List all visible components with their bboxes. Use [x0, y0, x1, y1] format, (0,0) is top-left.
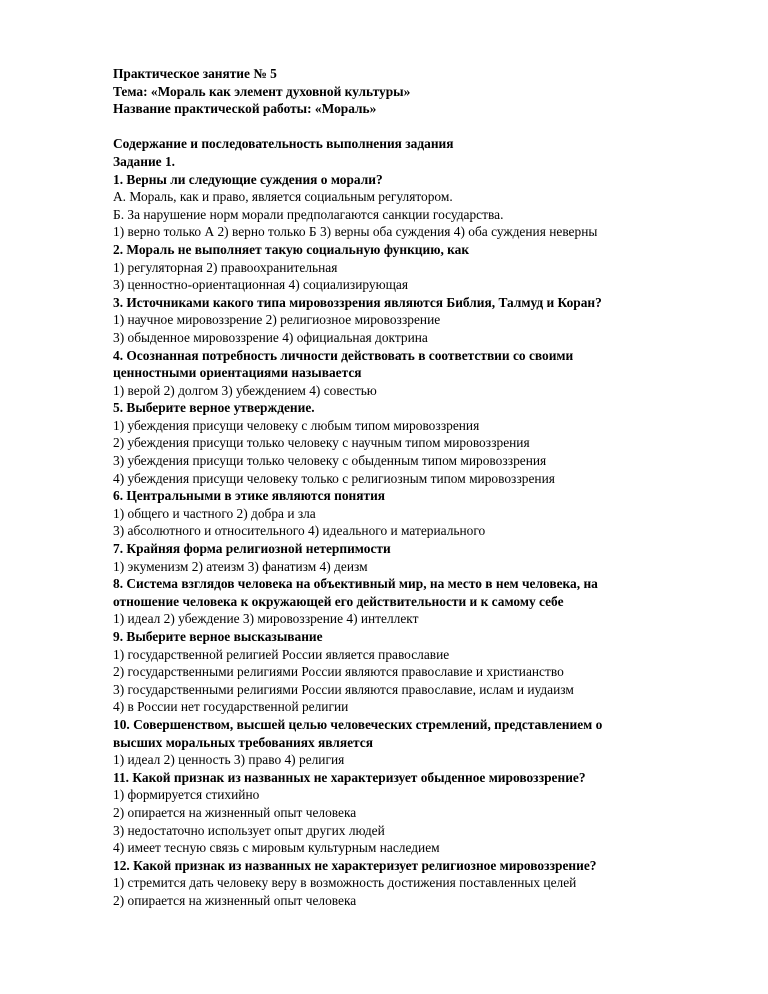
- answer-text: 3) абсолютного и относительного 4) идеального и материального: [113, 523, 486, 539]
- document-body: [113, 65, 713, 910]
- question-text: отношение человека к окружающей его действительности и к самому себе: [113, 593, 564, 609]
- question-list: [113, 171, 713, 910]
- answer-text: Б. За нарушение норм морали предполагаются санкции государства.: [113, 206, 504, 222]
- answer-text: 1) формируется стихийно: [113, 787, 260, 803]
- spacer: [113, 118, 713, 136]
- answer-text: 3) ценностно-ориентационная 4) социализирующая: [113, 277, 408, 293]
- answer-text: 1) общего и частного 2) добра и зла: [113, 505, 316, 521]
- answer-text: 2) опирается на жизненный опыт человека: [113, 892, 357, 908]
- answer-text: 2) государственными религиями России являются православие и христианство: [113, 664, 564, 680]
- answer-text: 3) убеждения присущи только человеку с обыденным типом мировоззрения: [113, 453, 547, 469]
- answer-text: 3) обыденное мировоззрение 4) официальная доктрина: [113, 329, 428, 345]
- answer-text: 1) верно только А 2) верно только Б 3) верны оба суждения 4) оба суждения неверны: [113, 224, 598, 240]
- answer-text: 1) экуменизм 2) атеизм 3) фанатизм 4) деизм: [113, 558, 368, 574]
- answer-text: 1) стремится дать человеку веру в возможность достижения поставленных целей: [113, 875, 577, 891]
- question-text: 4. Осознанная потребность личности действовать в соответствии со своими: [113, 347, 574, 363]
- question-text: высших моральных требованиях является: [113, 734, 373, 750]
- answer-text: 4) в России нет государственной религии: [113, 699, 349, 715]
- question-text: 7. Крайняя форма религиозной нетерпимости: [113, 541, 391, 557]
- answer-text: 2) опирается на жизненный опыт человека: [113, 804, 357, 820]
- answer-text: 1) государственной религией России является православие: [113, 646, 450, 662]
- answer-text: 1) идеал 2) убеждение 3) мировоззрение 4) интеллект: [113, 611, 419, 627]
- answer-text: 1) идеал 2) ценность 3) право 4) религия: [113, 752, 345, 768]
- practice-title: Практическое занятие № 5: [113, 66, 277, 81]
- answer-text: 1) регуляторная 2) правоохранительная: [113, 259, 338, 275]
- answer-text: 4) убеждения присущи человеку только с религиозным типом мировоззрения: [113, 470, 555, 486]
- question-text: 12. Какой признак из названных не характеризует религиозное мировоззрение?: [113, 857, 597, 873]
- question-text: 6. Центральными в этике являются понятия: [113, 488, 386, 504]
- question-text: 8. Система взглядов человека на объективный мир, на место в нем человека, на: [113, 576, 598, 592]
- answer-text: 3) недостаточно использует опыт других людей: [113, 822, 385, 838]
- section-heading: Содержание и последовательность выполнения задания: [113, 136, 454, 152]
- task-heading: Задание 1.: [113, 153, 175, 169]
- answer-text: 3) государственными религиями России являются православие, ислам и иудаизм: [113, 681, 574, 697]
- question-text: 2. Мораль не выполняет такую социальную функцию, как: [113, 241, 470, 257]
- question-text: ценностными ориентациями называется: [113, 365, 362, 381]
- question-text: 11. Какой признак из названных не характеризует обыденное мировоззрение?: [113, 769, 586, 785]
- question-text: 3. Источниками какого типа мировоззрения являются Библия, Талмуд и Коран?: [113, 294, 602, 310]
- answer-text: 1) научное мировоззрение 2) религиозное мировоззрение: [113, 312, 441, 328]
- answer-text: 2) убеждения присущи только человеку с научным типом мировоззрения: [113, 435, 530, 451]
- question-text: 9. Выберите верное высказывание: [113, 629, 323, 644]
- answer-text: А. Мораль, как и право, является социальным регулятором.: [113, 189, 453, 205]
- topic-title: Тема: «Мораль как элемент духовной культуры»: [113, 83, 411, 99]
- question-text: 10. Совершенством, высшей целью человеческих стремлений, представлением о: [113, 716, 603, 732]
- work-title: Название практической работы: «Мораль»: [113, 101, 377, 117]
- answer-text: 1) убеждения присущи человеку с любым типом мировоззрения: [113, 417, 480, 433]
- answer-text: 1) верой 2) долгом 3) убеждением 4) совестью: [113, 382, 377, 398]
- question-text: 1. Верны ли следующие суждения о морали?: [113, 171, 383, 187]
- question-text: 5. Выберите верное утверждение.: [113, 400, 315, 416]
- answer-text: 4) имеет тесную связь с мировым культурным наследием: [113, 840, 440, 856]
